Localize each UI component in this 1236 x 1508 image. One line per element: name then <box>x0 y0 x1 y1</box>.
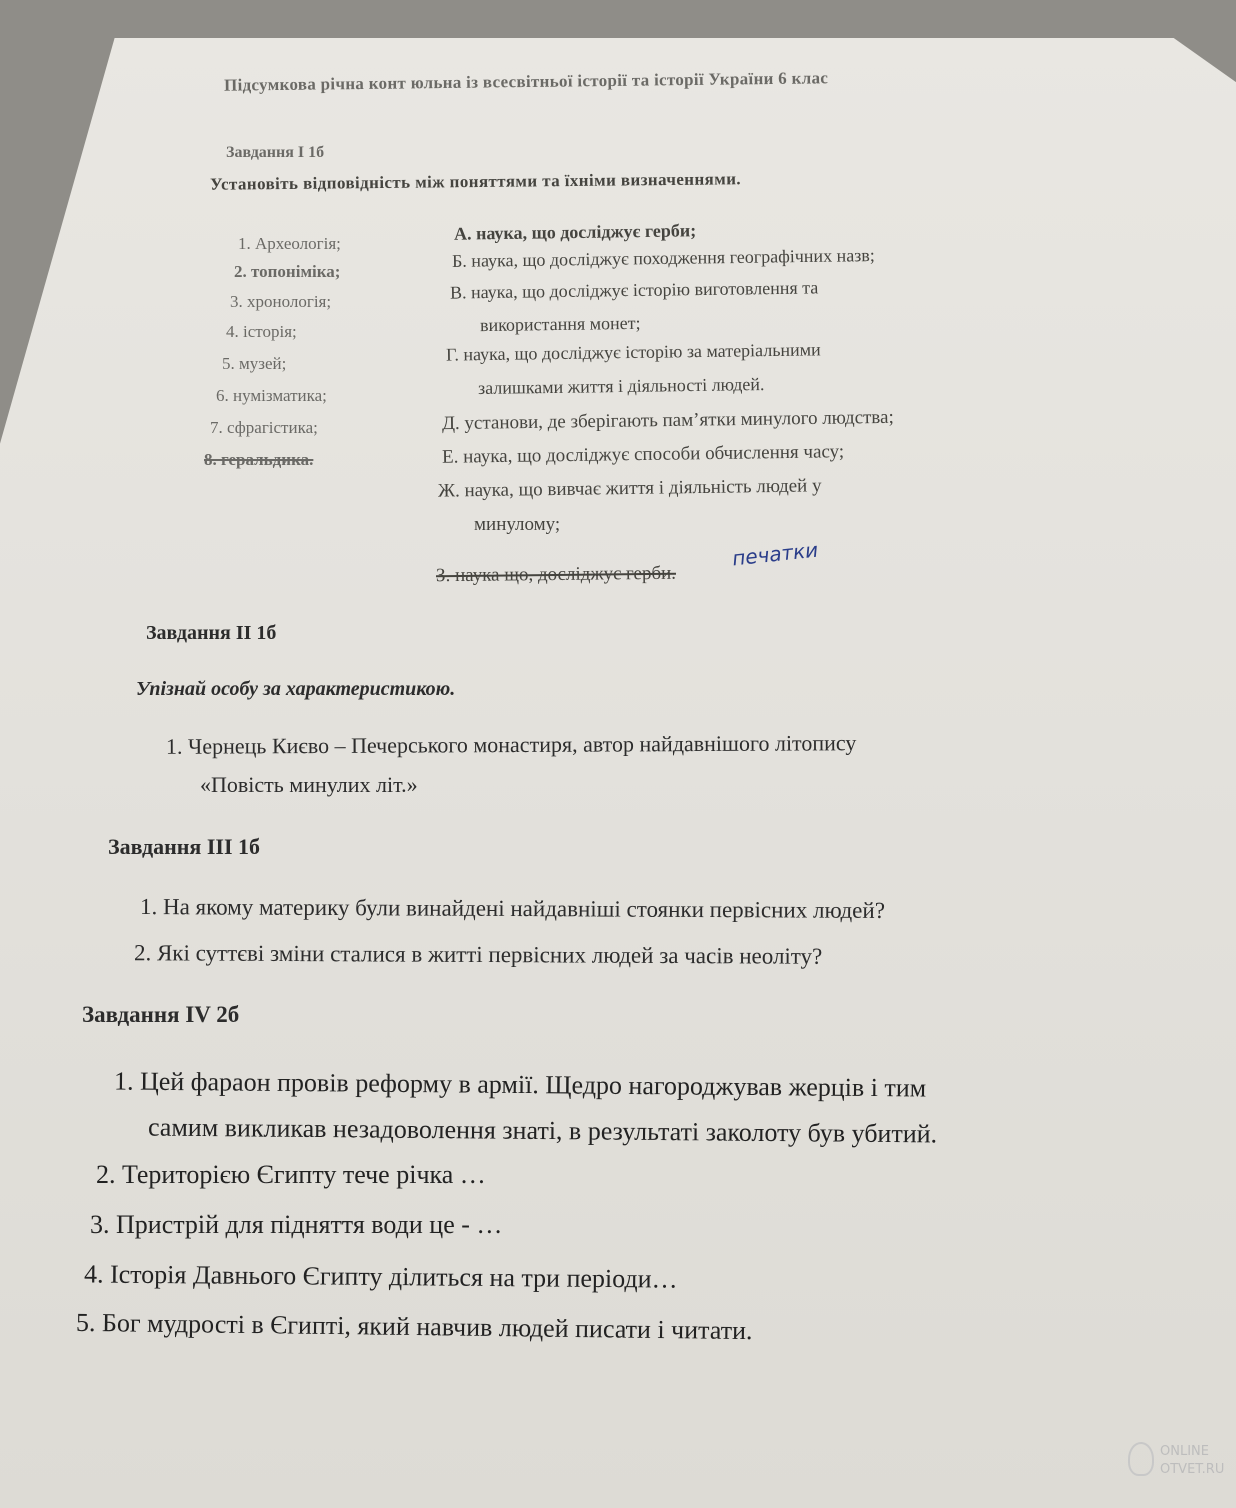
watermark-line2: OTVET.RU <box>1160 1462 1225 1477</box>
task3-title: Завдання ІІІ 1б <box>108 834 261 859</box>
handwritten-correction: печатки <box>730 537 820 571</box>
bulb-icon <box>1128 1442 1154 1476</box>
task4-item-1: 1. Цей фараон провів реформу в армії. Щедро нагороджував жерців і тим <box>113 1066 927 1103</box>
task4-item-1-cont: самим викликав незадоволення знаті, в результаті заколоту був убитий. <box>147 1112 938 1149</box>
term-4: 4. історія; <box>226 322 297 341</box>
definition-v-cont: використання монет; <box>479 312 641 336</box>
definition-v: В. наука, що досліджує історію виготовлення та <box>449 277 819 303</box>
definition-a: А. наука, що досліджує герби; <box>453 220 697 244</box>
task3-item-2: 2. Які суттєві зміни сталися в житті первісних людей за часів неоліту? <box>133 940 823 969</box>
doc-header: Підсумкова річна конт юльна із всесвітньої історії та історії України 6 клас <box>223 68 829 95</box>
term-1: 1. Археологія; <box>238 234 341 253</box>
task3-item-1: 1. На якому материку були винайдені найдавніші стоянки первісних людей? <box>139 894 886 923</box>
definition-zh-cont: минулому; <box>474 514 561 535</box>
task2-title: Завдання ІІ 1б <box>146 622 277 644</box>
term-5: 5. музей; <box>222 354 287 373</box>
task4-title: Завдання IV 2б <box>82 1002 240 1027</box>
task2-item-1-cont: «Повість минулих літ.» <box>200 772 418 797</box>
task4-item-3: 3. Пристрій для підняття води це - … <box>90 1210 503 1239</box>
task2-instruction: Упізнай особу за характеристикою. <box>136 678 456 700</box>
task1-title: Завдання І 1б <box>226 144 325 161</box>
term-6: 6. нумізматика; <box>216 386 327 405</box>
term-2: 2. топоніміка; <box>234 262 341 281</box>
watermark-line1: ONLINE <box>1160 1444 1209 1459</box>
definition-e: Е. наука, що досліджує способи обчислення часу; <box>441 441 845 468</box>
definition-zh: Ж. наука, що вивчає життя і діяльність людей у <box>437 475 822 502</box>
term-3: 3. хронологія; <box>230 292 332 311</box>
definition-d: Д. установи, де зберігають пам’ятки минулого людства; <box>441 406 894 435</box>
term-7: 7. сфрагістика; <box>210 418 318 437</box>
task2-item-1: 1. Чернець Києво – Печерського монастиря, автор найдавнішого літопису <box>165 730 857 759</box>
definition-g: Г. наука, що досліджує історію за матеріальними <box>445 339 821 365</box>
task4-item-2: 2. Територією Єгипту тече річка … <box>96 1160 486 1189</box>
definition-b: Б. наука, що досліджує походження географічних назв; <box>451 245 875 271</box>
watermark-logo <box>1128 1440 1228 1486</box>
term-8: 8. геральдика. <box>204 450 314 469</box>
definition-z: З. наука що, досліджує герби. <box>435 562 677 587</box>
task4-item-4: 4. Історія Давнього Єгипту ділиться на три періоди… <box>83 1259 678 1294</box>
task4-item-5: 5. Бог мудрості в Єгипті, який навчив людей писати і читати. <box>75 1307 753 1346</box>
definition-g-cont: залишками життя і діяльності людей. <box>477 374 765 398</box>
task1-instruction: Установіть відповідність між поняттями та їхніми визначеннями. <box>209 169 742 194</box>
